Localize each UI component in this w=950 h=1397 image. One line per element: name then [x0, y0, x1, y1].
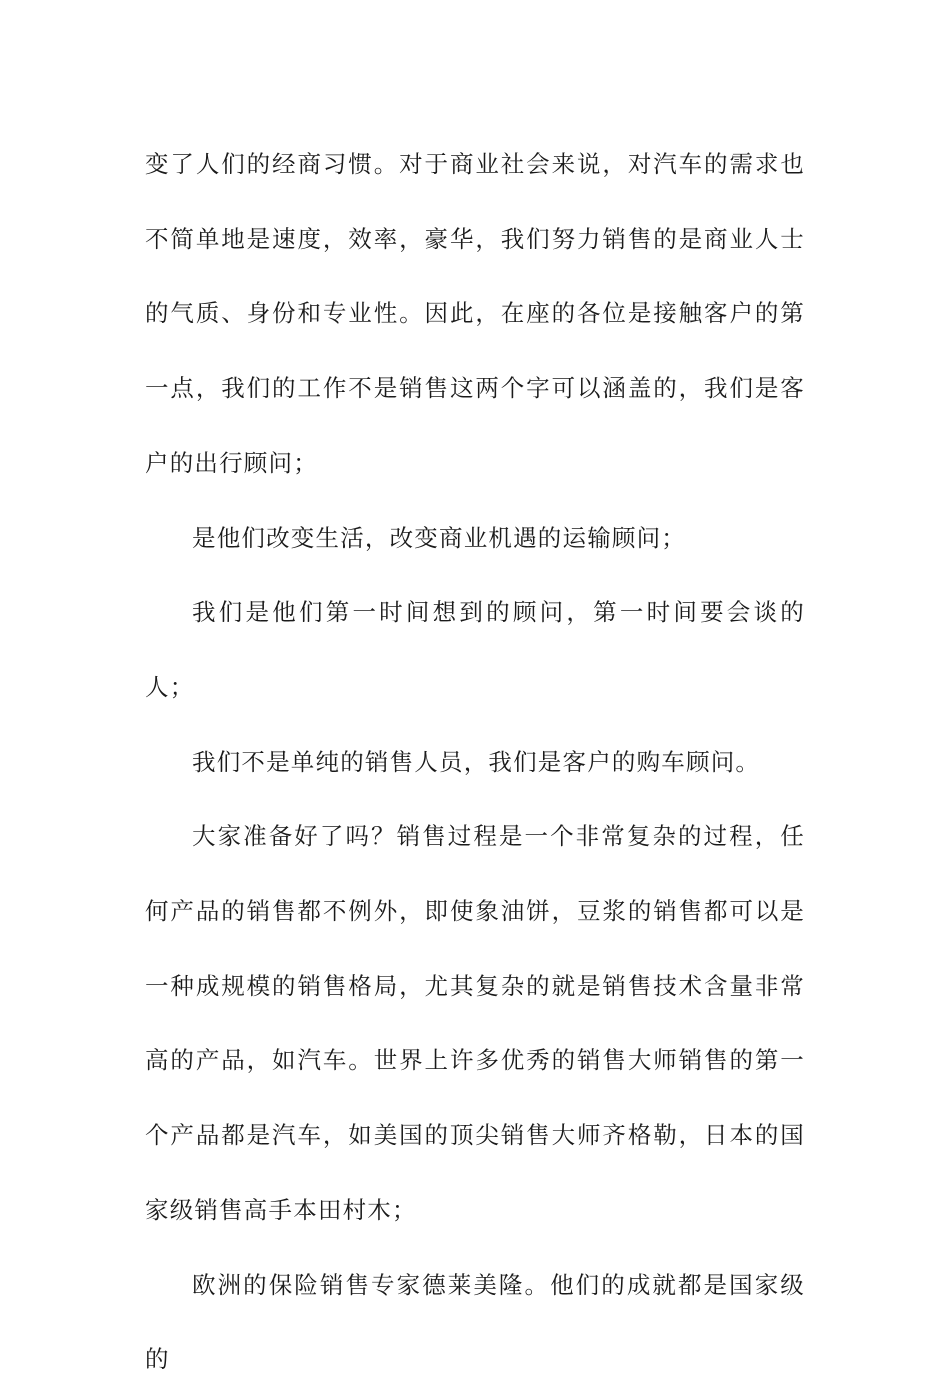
- paragraph-1: 变了人们的经商习惯。对于商业社会来说，对汽车的需求也不简单地是速度，效率，豪华，我们努力销售的是商业人士的气质、身份和专业性。因此，在座的各位是接触客户的第一点，我们的工作不是销售这两个字可以涵盖的，我们是客户的出行顾问；: [145, 150, 805, 477]
- paragraph-3: 我们是他们第一时间想到的顾问，第一时间要会谈的人；: [145, 598, 805, 701]
- paragraph-4: 我们不是单纯的销售人员，我们是客户的购车顾问。: [192, 747, 761, 776]
- paragraph-5: 大家准备好了吗？销售过程是一个非常复杂的过程，任何产品的销售都不例外，即使象油饼，豆浆的销售都可以是一种成规模的销售格局，尤其复杂的就是销售技术含量非常高的产品，如汽车。世界上许多优秀的销售大师销售的第一个产品都是汽车，如美国的顶尖销售大师齐格勒，日本的国家级销售高手本田村木；: [145, 822, 805, 1224]
- body-text: [145, 127, 805, 1397]
- paragraph-2: 是他们改变生活，改变商业机遇的运输顾问；: [192, 523, 686, 552]
- paragraph-6: 欧洲的保险销售专家德莱美隆。他们的成就都是国家级的: [145, 1270, 805, 1374]
